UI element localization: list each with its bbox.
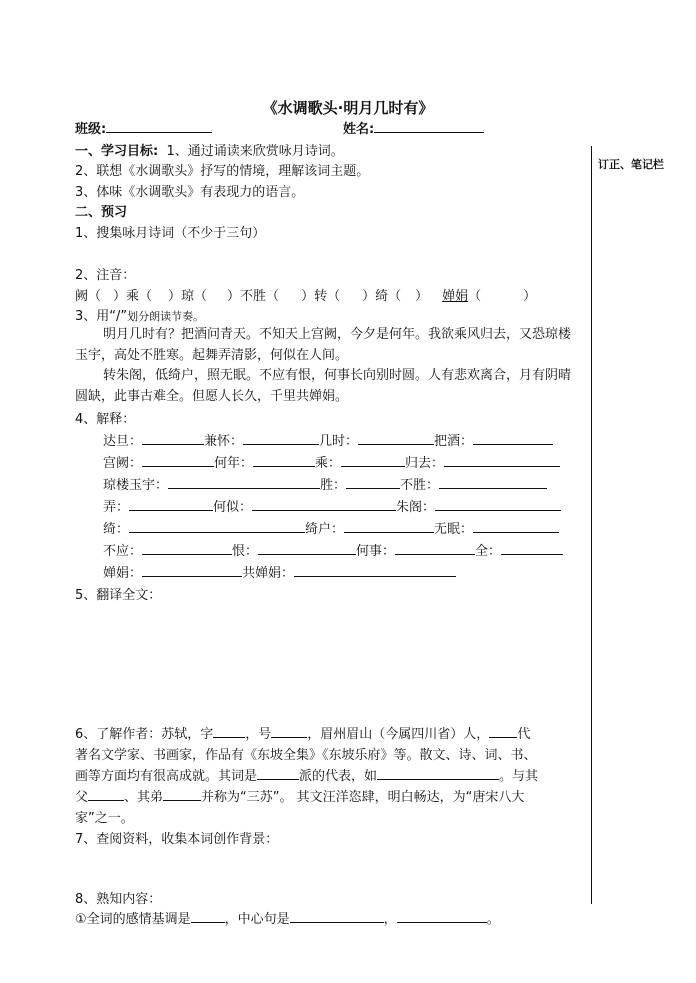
question-5: 5、翻译全文： [75,588,162,603]
pinyin-row [75,285,536,304]
q6-part-h: 父 [75,790,89,805]
definition-row-1 [103,430,553,449]
blank-school[interactable] [257,767,299,780]
pinyin-chanjuan-open: （ [468,289,482,304]
term-hen: 恨： [232,544,259,559]
pinyin-busheng: ）不胜（ [227,289,280,304]
question-4: 4、解释： [75,412,136,427]
section2-heading: 二、预习 [75,205,128,220]
goal-2: 2、联想《水调歌头》抒写的情境，理解该词主题。 [75,164,370,179]
blank-gongchanjuan[interactable] [294,564,456,577]
blank-example[interactable] [377,767,499,780]
blank-cheng[interactable] [341,454,405,467]
blank-dadan[interactable] [142,432,204,445]
blank-gongque[interactable] [142,454,214,467]
term-wumian: 无眠： [434,522,474,537]
pinyin-chanjuan-close: ） [523,289,537,304]
term-cheng: 乘： [315,456,342,471]
pinyin-chanjuan: 婵娟 [442,289,469,304]
question-3 [75,305,204,324]
pinyin-qi-close: ） [415,289,429,304]
section1-heading: 一、学习目标: [75,144,159,159]
pinyin-que: 阙（ [75,289,102,304]
term-jishi: 几时： [319,434,359,449]
term-chanjuan: 婵娟： [103,566,143,581]
term-qionglouyuyu: 琼楼玉宇： [103,478,169,493]
blank-sheng[interactable] [346,476,400,489]
blank-jianhuai[interactable] [243,432,319,445]
term-nong: 弄： [103,500,130,515]
term-heshi: 何事： [356,544,396,559]
term-zhuge: 朱阁： [396,500,436,515]
blank-guiqu[interactable] [444,454,560,467]
definition-row-5 [103,518,559,537]
pinyin-cheng: ）乘（ [113,289,153,304]
definition-row-4 [103,496,561,515]
blank-dynasty[interactable] [489,725,517,738]
blank-tone[interactable] [191,910,225,923]
q6-part-a: 6、了解作者：苏轼，字 [75,727,214,742]
term-gongque: 宫阙： [103,456,143,471]
term-quan: 全： [475,544,502,559]
question-3-mark: “/” [109,309,128,324]
blank-qi[interactable] [129,520,305,533]
blank-bajiu[interactable] [473,432,553,445]
term-busheng: 不胜： [400,478,440,493]
q8-part-c: ， [383,912,397,927]
question-6-line3 [75,765,538,784]
blank-brother[interactable] [163,788,201,801]
term-qi: 绮： [103,522,130,537]
class-label: 班级: [75,122,107,137]
q8-part-b: ，中心句是 [224,912,290,927]
q6-part-j: 并称为“三苏”。 其文汪洋恣肆，明白畅达，为“唐宋八大 [201,790,525,805]
blank-quan[interactable] [501,542,563,555]
question-8-item-1 [75,908,500,927]
poem-stanza-1: 明月几时有？把酒问青天。不知天上宫阙，今夕是何年。我欲乘风归去，又恐琼楼玉宇，高处不胜寒。起舞弄清影，何似在人间。 [75,327,572,363]
question-1: 1、搜集咏月诗词（不少于三句） [75,226,266,241]
term-guiqu: 归去： [405,456,445,471]
pinyin-qi: ）绮（ [362,289,402,304]
blank-zhuge[interactable] [435,498,561,511]
q6-part-i: 、其弟 [124,790,164,805]
page-title: 《水调歌头·明月几时有》 [262,99,434,117]
term-gongchanjuan: 共婵娟： [242,566,295,581]
question-2: 2、注音： [75,268,136,283]
blank-nong[interactable] [129,498,213,511]
blank-hao[interactable] [271,725,307,738]
question-3-prefix: 3、用 [75,309,110,324]
learning-goals-line1 [75,140,344,159]
blank-hesi[interactable] [252,498,396,511]
term-hesi: 何似： [213,500,253,515]
question-6-line1 [75,723,530,742]
question-3-suffix: 划分朗读节奏。 [127,310,205,323]
blank-jishi[interactable] [358,432,434,445]
name-label: 姓名: [343,122,375,137]
goal-1: 1、通过诵读来欣赏咏月诗词。 [166,144,344,159]
class-field [75,118,212,137]
blank-father[interactable] [88,788,124,801]
q6-part-d: 代 [517,727,531,742]
term-jianhuai: 兼怀： [204,434,244,449]
pinyin-qiong: ）琼（ [168,289,208,304]
term-buying: 不应： [103,544,143,559]
blank-heshi[interactable] [395,542,475,555]
blank-zi[interactable] [213,725,245,738]
notes-sidebar-divider [591,146,592,904]
term-qihu: 绮户： [305,522,345,537]
blank-busheng[interactable] [439,476,547,489]
poem-stanza-2: 转朱阁，低绮户，照无眠。不应有恨，何事长向别时圆。人有悲欢离合，月有阴晴圆缺，此事古难全。但愿人长久，千里共婵娟。 [75,368,572,404]
blank-central-1[interactable] [290,910,384,923]
term-sheng: 胜： [320,478,347,493]
definition-row-3 [103,474,547,493]
pinyin-zhuan: ）转（ [301,289,341,304]
question-6-line2: 著名文学家、书画家，作品有《东坡全集》《东坡乐府》等。散文、诗、词、书、 [75,748,537,763]
question-8: 8、熟知内容： [75,892,162,907]
q8-part-d: 。 [486,912,500,927]
term-bajiu: 把酒： [434,434,474,449]
q6-part-g: 。与其 [499,769,539,784]
blank-wumian[interactable] [473,520,559,533]
q6-part-e: 画等方面均有很高成就。其词是 [75,769,258,784]
blank-hen[interactable] [258,542,356,555]
name-blank[interactable] [374,120,484,133]
blank-chanjuan[interactable] [142,564,242,577]
blank-henian[interactable] [253,454,315,467]
blank-buying[interactable] [142,542,232,555]
q6-part-b: ，号 [245,727,272,742]
question-6-line5: 家”之一。 [75,811,134,826]
class-blank[interactable] [106,120,212,133]
notes-sidebar-label: 订正、笔记栏 [598,158,664,171]
definition-row-2 [103,452,560,471]
q6-part-f: 派的代表，如 [299,769,378,784]
question-6-line4 [75,786,524,805]
name-field [343,118,484,137]
q8-part-a: ①全词的感情基调是 [75,912,191,927]
goal-3: 3、体味《水调歌头》有表现力的语言。 [75,185,305,200]
term-henian: 何年： [214,456,254,471]
blank-qihu[interactable] [344,520,434,533]
term-dadan: 达旦： [103,434,143,449]
blank-central-2[interactable] [397,910,487,923]
q6-part-c: ，眉州眉山（今属四川省）人， [307,727,490,742]
blank-qionglouyuyu[interactable] [168,476,320,489]
definition-row-6 [103,540,563,559]
definition-row-7 [103,562,456,581]
question-7: 7、查阅资料，收集本词创作背景： [75,832,279,847]
